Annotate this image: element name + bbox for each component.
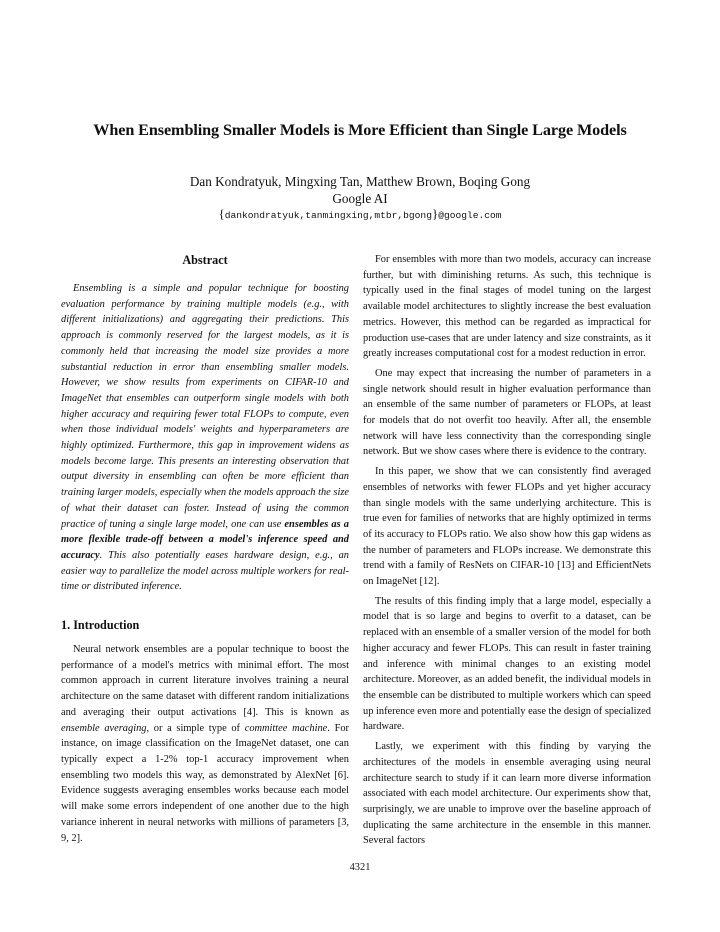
body-paragraph-2: One may expect that increasing the number of parameters in a single network should result in higher evaluation performance than an ensemble of the same number of parameters or FLOPs, at least for models that do not overfit too heavily. After all, the ensemble network will have less connectivity than the corresponding single network. But we show cases where there is evidence to the contrary. [363, 367, 651, 458]
email-domain: @google.com [438, 210, 502, 221]
intro-paragraph-1 [61, 642, 349, 846]
body-paragraph-4: The results of this finding imply that a large model, especially a model that is so large and begins to overfit to a dataset, can be replaced with an ensemble of a smaller version of the model for both higher accuracy and fewer FLOPs. This can result in faster training and inference with minimal changes to an existing model architecture. Moreover, as an added benefit, the individual models in the ensemble can be distributed to multiple workers which can speed up inference even more and potentially ease the design of specialized hardware. [363, 595, 651, 733]
abstract-heading: Abstract [182, 253, 228, 267]
abstract-bold-phrase: ensembles as a more flexible trade-off between a model's inference speed and accuracy [61, 518, 349, 561]
intro-text-a: Neural network ensembles are a popular technique to boost the performance of a model's metrics with minimal effort. The most common approach in current literature involves training a neural architecture on the same dataset with different random initializations and averaging their output activations [4]. This is known as [61, 644, 349, 718]
term-ensemble-averaging: ensemble averaging [61, 722, 147, 734]
left-column [61, 252, 349, 850]
body-paragraph-3: In this paper, we show that we can consistently find averaged ensembles of networks with fewer FLOPs and yet higher accuracy than single models with the same underlying architecture. This is true even for families of networks that are highly optimized in terms of its accuracy to FLOPs ratio. We also show how this gap widens as the number of parameters and FLOPs increase. We demonstrate this trend with a family of ResNets on CIFAR-10 [13] and EfficientNets on ImageNet [12]. [363, 466, 651, 588]
intro-text-c: . For instance, on image classification on the ImageNet dataset, one can typically expect a 1-2% top-1 accuracy improvement when ensembling two models this way, as demonstrated by AlexNet [6]. Evidence suggests averaging ensembles works because each model will make some errors independent of one another due to the high variance inherent in neural networks with millions of parameters [3, 9, 2]. [61, 722, 350, 844]
term-committee-machine: committee machine [244, 722, 328, 734]
email-brace-close: } [431, 206, 439, 221]
abstract-text [61, 281, 349, 595]
author-names: Dan Kondratyuk, Mingxing Tan, Matthew Brown, Boqing Gong [189, 174, 531, 189]
body-paragraph-1: For ensembles with more than two models, accuracy can increase further, but with diminishing returns. As such, this technique is typically used in the final stages of model tuning on the largest available model architectures to slightly increase the best evaluation metrics. However, this method can be regarded as impractical for production use-cases that are under latency and size constraints, as it greatly increases computational cost for a modest reduction in error. [363, 254, 651, 360]
body-paragraph-5: Lastly, we experiment with this finding by varying the architectures of the models in ensemble averaging using neural architecture search to study if it can learn more diverse information associated with each model architecture. Our experiments show that, surprisingly, we are unable to improve over the baseline approach of duplicating the same architecture in the ensemble in this manner. Several factors [363, 741, 651, 847]
abstract-part1: Ensembling is a simple and popular technique for boosting evaluation performance by training multiple models (e.g., with different initializations) and aggregating their predictions. This approach is commonly reserved for the largest models, as it is commonly held that increasing the model size provides a more substantial reduction in error than ensembling smaller models. However, we show results from experiments on CIFAR-10 and ImageNet that ensembles can outperform single models with both higher accuracy and requiring fewer total FLOPs to compute, even when those individual models' weights and hyperparameters are highly optimized. Furthermore, this gap in improvement widens as models become large. This presents an interesting observation that output diversity in ensembling can often be more efficient than training larger models, especially when the models approach the size of what their dataset can foster. Instead of using the common practice of tuning a single large model, one can use [61, 283, 349, 530]
right-column [363, 252, 651, 853]
author-emails [0, 206, 720, 222]
affiliation: Google AI [332, 191, 388, 206]
intro-text-b: , or a simple type of [146, 722, 245, 734]
page-number: 4321 [349, 862, 371, 873]
section-heading-introduction: 1. Introduction [61, 618, 140, 633]
paper-title: When Ensembling Smaller Models is More Efficient than Single Large Models [93, 121, 627, 139]
email-handles: dankondratyuk,tanmingxing,mtbr,bgong [224, 210, 432, 221]
author-block [0, 173, 720, 207]
email-brace-open: { [218, 206, 225, 221]
abstract-part2: . This also potentially eases hardware design, e.g., an easier way to parallelize the model across multiple workers for real-time or distributed inference. [61, 549, 349, 593]
